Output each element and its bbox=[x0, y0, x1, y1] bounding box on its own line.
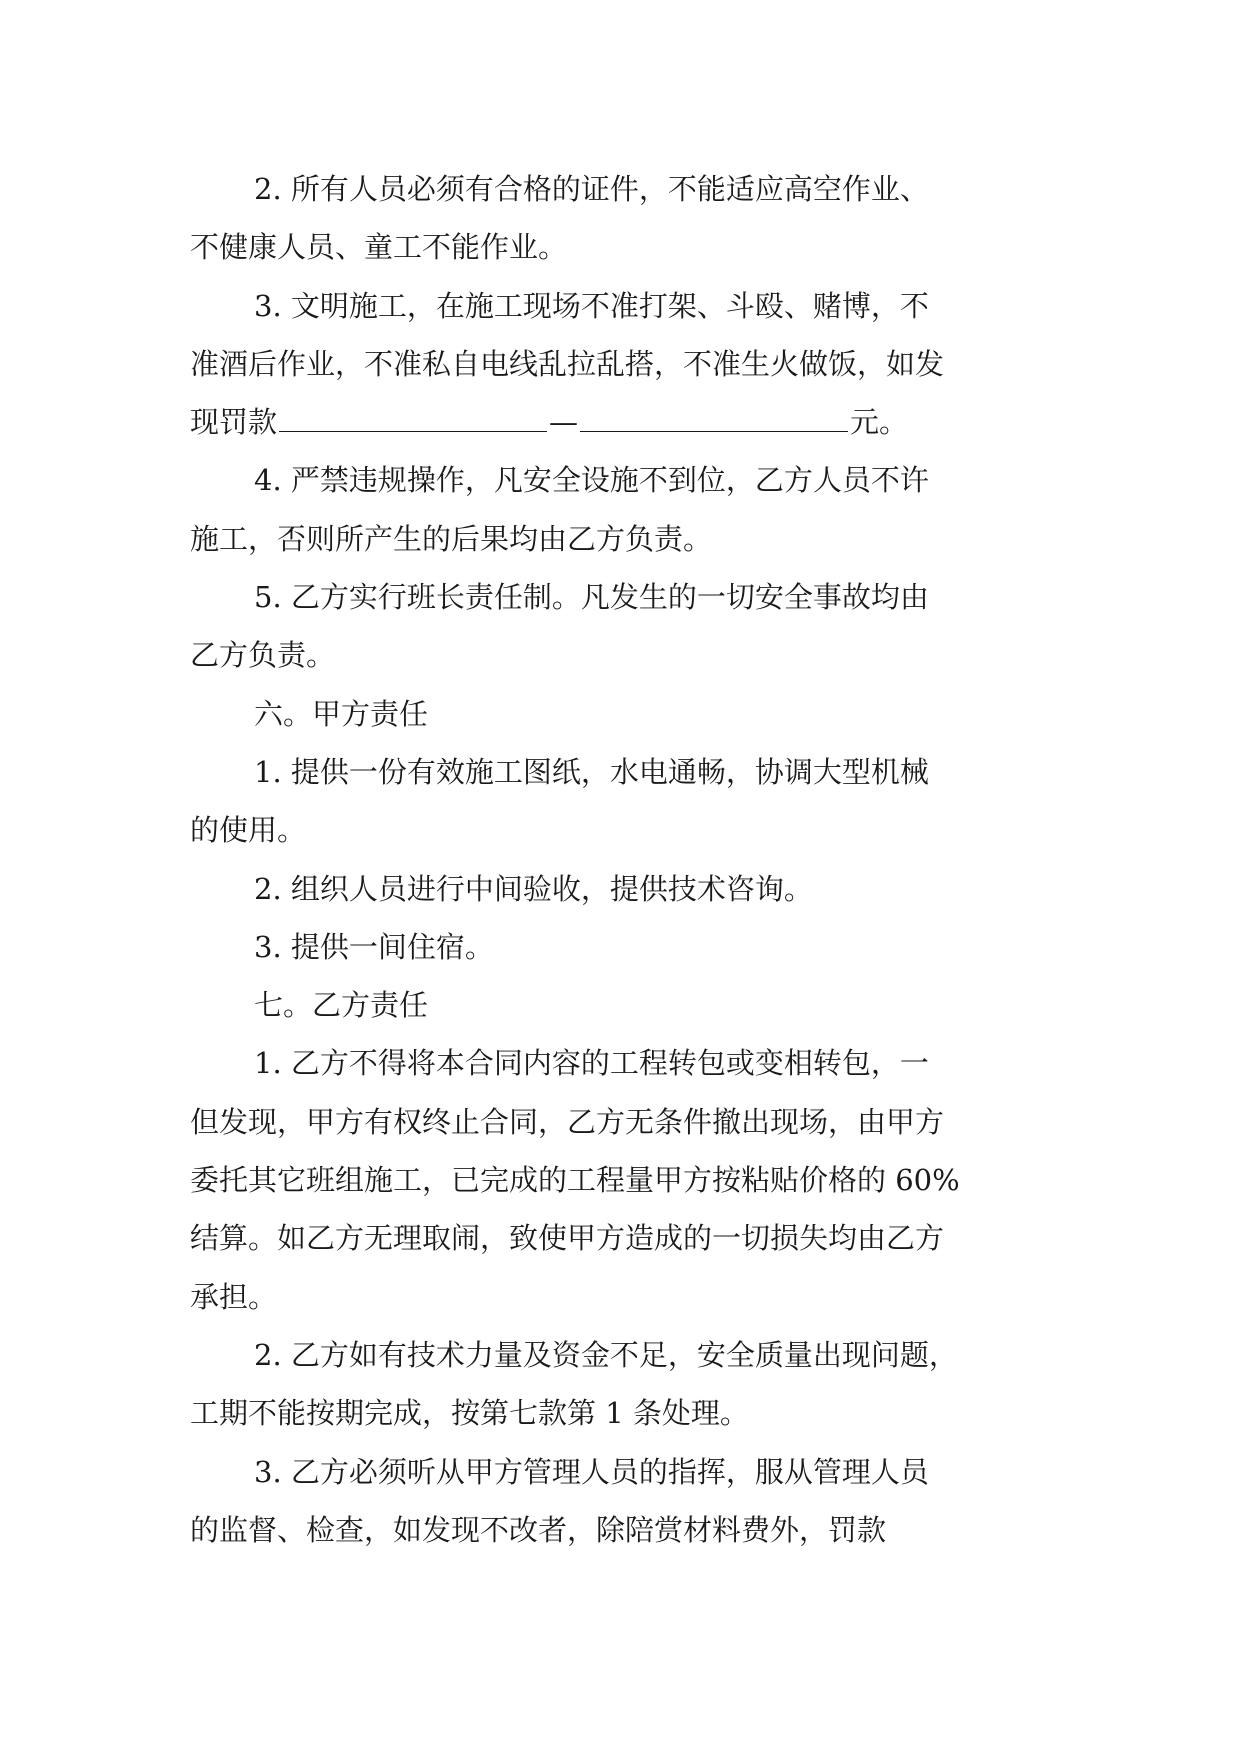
fine-range-line bbox=[190, 393, 1060, 451]
paragraph-line: 不健康人员、童工不能作业。 bbox=[190, 230, 568, 265]
paragraph-line: 但发现，甲方有权终止合同，乙方无条件撤出现场，由甲方 bbox=[190, 1104, 945, 1139]
paragraph-line: 1. 提供一份有效施工图纸，水电通畅，协调大型机械 bbox=[254, 754, 929, 789]
paragraph-line: 工期不能按期完成，按第七款第 1 条处理。 bbox=[190, 1396, 749, 1431]
paragraph-line: 承担。 bbox=[190, 1279, 278, 1314]
paragraph-line: 的监督、检查，如发现不改者，除陪赏材料费外，罚款 bbox=[190, 1512, 887, 1547]
paragraph-line: 2. 组织人员进行中间验收，提供技术咨询。 bbox=[254, 871, 813, 906]
paragraph-line: 3. 文明施工，在施工现场不准打架、斗殴、赌博，不 bbox=[254, 288, 929, 323]
section-heading: 六。甲方责任 bbox=[254, 696, 429, 731]
section-heading: 七。乙方责任 bbox=[254, 988, 429, 1023]
paragraph-line: 的使用。 bbox=[190, 813, 307, 848]
fine-dash: — bbox=[549, 405, 579, 440]
paragraph-line: 5. 乙方实行班长责任制。凡发生的一切安全事故均由 bbox=[254, 580, 929, 615]
paragraph-line: 1. 乙方不得将本合同内容的工程转包或变相转包，一 bbox=[254, 1046, 929, 1081]
paragraph-line: 结算。如乙方无理取闹，致使甲方造成的一切损失均由乙方 bbox=[190, 1221, 945, 1256]
fine-prefix: 现罚款 bbox=[190, 405, 278, 440]
paragraph-line: 3. 提供一间住宿。 bbox=[254, 929, 494, 964]
paragraph-line: 乙方负责。 bbox=[190, 638, 336, 673]
paragraph-line: 2. 所有人员必须有合格的证件，不能适应高空作业、 bbox=[254, 172, 929, 206]
fine-min-blank[interactable] bbox=[279, 395, 547, 432]
document-body bbox=[190, 160, 1060, 1559]
paragraph-line: 委托其它班组施工，已完成的工程量甲方按粘贴价格的 60% bbox=[190, 1163, 960, 1198]
paragraph-line: 2. 乙方如有技术力量及资金不足，安全质量出现问题， bbox=[254, 1337, 958, 1372]
paragraph-line: 3. 乙方必须听从甲方管理人员的指挥，服从管理人员 bbox=[254, 1454, 929, 1489]
paragraph-line: 4. 严禁违规操作，凡安全设施不到位，乙方人员不许 bbox=[254, 463, 929, 498]
paragraph-line: 准酒后作业，不准私自电线乱拉乱搭，不准生火做饭，如发 bbox=[190, 346, 945, 381]
fine-max-blank[interactable] bbox=[580, 395, 848, 432]
fine-suffix: 元。 bbox=[850, 405, 909, 440]
paragraph-line: 施工，否则所产生的后果均由乙方负责。 bbox=[190, 521, 713, 556]
